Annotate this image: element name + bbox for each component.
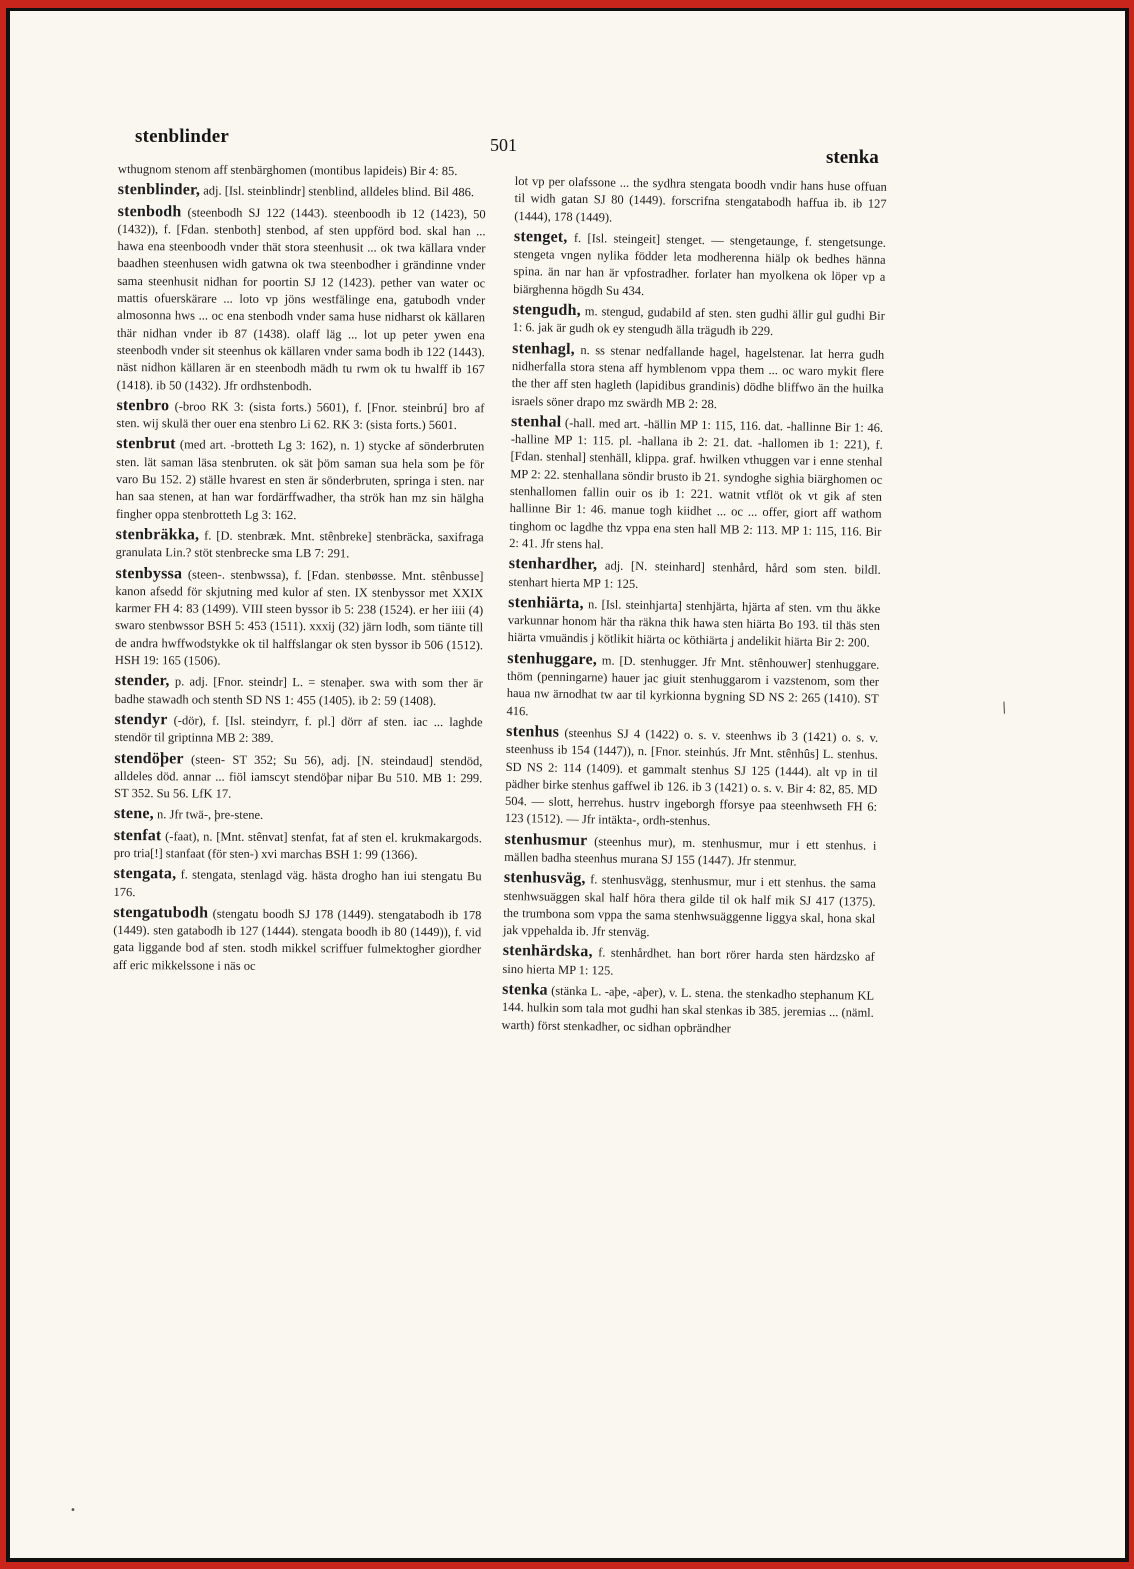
entry-text: (-hall. med art. -hällin MP 1: 115, 116. dat. -hallinne Bir 1: 46. -halline MP 1: 115. pl. -hallana ib 2: 21. dat. -hallomen ib 1: 221), f. [Fdan. stenhal] stenhäll, klippa. graf. hwilken vthuggen var i enne stenhal MP 2: 22. stenhallana söndir brusto ib 21. syndoghe sighia biärghomen oc stenhallomen fallin ouir os ib 1: 221. watnit vtflöt ok vt gik af sten hallinne Bir 1: 46. manue togh kiidhet ... oc ... offer, giort aff wathom tinghom oc lagdhe thz vppa ena sten hall MB 2: 113. MP 1: 115, 116. Bir 2: 41. Jfr stens hal. bbox=[509, 415, 884, 552]
dictionary-entry bbox=[114, 711, 482, 749]
entry-text: (steenbodh SJ 122 (1443). steenboodh ib 12 (1423), 50 (1432)), f. [Fdan. stenboth] stenbod, af sten uppförd bod. skal han ... hawa ena steenboodh vnder thät stora steenhusit ... ok twa källara vnder baadhen steenhusen widh gatwna ok twa steenbodher i grändinne vnder sama steenhusit nidhan for poortin SJ 12 (1423). pether van water oc mattis ofuerskärare ... loto vp jöns westfälinge ena, gatubodh vnder almosonna hws ... oc ena stenbodh vnder sama huse nidharst ok källaren thär nidhan vnder ib 87 (1438). olaff läg ... lot up peter ywen ena steenbodh vnder sit steenhus ok källaren vnder sama bodh ib 122 (1443). näst nidhon källaren är en steenbodh mädh tu rwm ok tu hwalff ib 167 (1418). ib 50 (1432). Jfr ordhstenbodh. bbox=[116, 205, 486, 393]
entry-headword: stenbrut bbox=[116, 435, 176, 453]
margin-speck: • bbox=[70, 1505, 76, 1516]
entry-text: f. stengata, stenlagd väg. hästa drogho han iui stengatu Bu 176. bbox=[113, 867, 482, 899]
entry-headword: stengata, bbox=[113, 865, 177, 883]
dictionary-entry bbox=[113, 904, 481, 976]
entry-text: p. adj. [Fnor. steindr] L. = stenaþer. swa with som ther är badhe stawadh och stenth SD NS 1: 455 (1405). ib 2: 59 (1408). bbox=[114, 674, 483, 708]
dictionary-entry bbox=[512, 301, 885, 342]
entry-headword: stenblinder, bbox=[117, 181, 201, 199]
dictionary-entry bbox=[508, 594, 881, 653]
entry-text: (med art. -brotteth Lg 3: 162), n. 1) stycke af sönderbruten sten. lät saman läsa stenbruten. ok sät þöm saman sua hela som þe för varo Bu 152. 2) ställe hvarest en sten är sönderbruten, springa i sten. nar han saa stenen, at han war fordärffwadher, tha strök han mz sin hälgha fingher oppa stenbrotteth Lg 3: 162. bbox=[115, 437, 485, 522]
entry-headword: stenget, bbox=[513, 227, 568, 246]
entry-text: f. stenhusvägg, stenhusmur, mur i ett stenhus. the sama stenhwsuäggen skal half höra thera gilde til ok half mik SJ 417 (1375). the trumbona som vppa the sama stenhwsuäggenne liggya skal, hona skal jak vppehalda ib. Jfr stenväg. bbox=[502, 872, 876, 940]
dictionary-entry bbox=[506, 650, 879, 726]
dictionary-entry bbox=[117, 203, 486, 397]
dictionary-entry bbox=[116, 397, 484, 435]
entry-text: f. [D. stenbræk. Mnt. stênbreke] stenbräcka, saxifraga granulata Lin.? stöt stenbrecke sma LB 7: 291. bbox=[115, 528, 484, 561]
entry-text: adj. [Isl. steinblindr] stenblind, alldeles blind. Bil 486. bbox=[203, 183, 475, 200]
right-column bbox=[501, 172, 887, 1043]
entry-headword: stender, bbox=[114, 672, 170, 690]
dictionary-entry bbox=[114, 749, 482, 804]
dictionary-entry bbox=[505, 723, 879, 834]
entry-headword: stenbodh bbox=[117, 202, 182, 220]
entry-headword: stendöþer bbox=[114, 749, 184, 767]
entry-headword: stenbyssa bbox=[115, 564, 183, 582]
dictionary-entry bbox=[504, 831, 877, 872]
entry-headword: stenhardher, bbox=[508, 555, 598, 574]
dictionary-entry bbox=[501, 981, 874, 1040]
dictionary-entry bbox=[118, 160, 486, 181]
dictionary-entry bbox=[115, 672, 483, 710]
left-column bbox=[113, 160, 486, 979]
entry-text: (steenhus SJ 4 (1422) o. s. v. steenhws ib 3 (1421) o. s. v. steenhuss ib 154 (1447)), n. [Fnor. steinhús. Jfr Mnt. stênhûs] L. stenhus. SD NS 2: 114 (1409). et gammalt stenhus SJ 125 (1444). alt vp in til pädher birke stenhus gaffwel ib 126. ib 3 (1421) o. s. v. Bir 4: 82, 85. MD 504. — slott, herrehus. hustrv ingeborgh fforsye paa steenhwseth FH 6: 123 (1512). — Jfr intäkta-, ordh-stenhus. bbox=[504, 725, 879, 829]
entry-text: (stänka L. -aþe, -aþer), v. L. stena. the stenkadho stephanum KL 144. hulkin som tala mot gudhi han skal stenkas ib 385. jeremias ... (näml. warth) först stenkadher, oc sidhan opbrändher bbox=[501, 983, 875, 1036]
entry-text: lot vp per olafssone ... the sydhra stengata boodh vndir hans huse offuan til widh gatan SJ 80 (1449). forscrifna stengatabodh haffua ib. ib 127 (1444), 178 (1449). bbox=[514, 173, 887, 225]
page-number: 501 bbox=[490, 135, 517, 155]
entry-headword: stene, bbox=[113, 805, 154, 823]
dictionary-entry bbox=[513, 228, 886, 304]
entry-text: (-dör), f. [Isl. steindyrr, f. pl.] dörr af sten. iac ... laghde stendör til griptinna MB 2: 389. bbox=[114, 713, 483, 746]
entry-headword: stengatubodh bbox=[113, 903, 209, 922]
entry-headword: stenhusväg, bbox=[503, 869, 586, 888]
dictionary-entry bbox=[503, 869, 876, 945]
entry-text: (-broo RK 3: (sista forts.) 5601), f. [Fnor. steinbrú] bro af sten. wij skulä ther ouer ena stenbro Li 62. RK 3: (sista forts.) 5601. bbox=[116, 399, 485, 433]
entry-text: m. [D. stenhugger. Jfr Mnt. stênhouwer] stenhuggare. thöm (penningarne) hauer jac giuit stenhuggarom i vazstenom, som ther haua nw ärnodhat tw aar til kyrkionna bygning SD NS 2: 265 (1410). ST 416. bbox=[506, 653, 880, 718]
entry-headword: stenbräkka, bbox=[115, 525, 200, 544]
entry-text: (-faat), n. [Mnt. stênvat] stenfat, fat af sten el. krukmakargods. pro tria[!] stanfaat (för sten-) xvi marchas BSH 1: 99 (1366). bbox=[113, 828, 482, 862]
entry-headword: stendyr bbox=[114, 710, 168, 729]
entry-headword: stenbro bbox=[116, 396, 170, 415]
dictionary-entry bbox=[508, 555, 881, 596]
dictionary-entry bbox=[116, 435, 485, 525]
running-head-right: stenka bbox=[826, 147, 879, 168]
dictionary-entry bbox=[509, 413, 883, 558]
entry-text: (stengatu boodh SJ 178 (1449). stengatabodh ib 178 (1449). sten gatabodh ib 127 (1444). stengata boodh ib 80 (1449)), f. vid gata liggande bod af sten. stodh mikkel scriffuer fulmektogher giordher aff eric mikkelssone i näs oc bbox=[113, 906, 482, 973]
dictionary-entry bbox=[114, 805, 482, 826]
dictionary-entry bbox=[502, 942, 875, 983]
dictionary-entry bbox=[514, 172, 887, 231]
entry-headword: stengudh, bbox=[512, 301, 582, 320]
entry-headword: stenhuggare, bbox=[507, 649, 598, 669]
entry-headword: stenka bbox=[502, 980, 548, 999]
entry-headword: stenhus bbox=[506, 722, 560, 741]
margin-mark: / bbox=[999, 699, 1010, 717]
entry-text: (steenhus mur), m. stenhusmur, mur i ett stenhus. i mällen badha steenhus murana SJ 155 (1447). Jfr stenmur. bbox=[504, 834, 877, 869]
entry-text: n. [Isl. steinhjarta] stenhjärta, hjärta af sten. vm thu äkke varkunnar honom här tha räkna thik hawa sten hiärta Bo 193. til thäs sten hiärta vmuändis j kötlikit hiärta oc köthiärta j andelikit hiärta Bir 2: 200. bbox=[507, 597, 881, 651]
dictionary-entry bbox=[113, 865, 481, 903]
dictionary-entry bbox=[118, 181, 486, 202]
entry-text: m. stengud, gudabild af sten. sten gudhi ällir gul gudhi Bir 1: 6. jak är gudh ok ey stengudh älla trägudh ib 229. bbox=[512, 304, 885, 339]
entry-headword: stenfat bbox=[113, 826, 162, 844]
entry-headword: stenhiärta, bbox=[508, 593, 584, 612]
dictionary-entry bbox=[115, 565, 484, 672]
entry-headword: stenhusmur bbox=[504, 830, 588, 849]
entry-headword: stenhal bbox=[510, 412, 562, 431]
entry-text: wthugnom stenom aff stenbärghomen (montibus lapideis) Bir 4: 85. bbox=[117, 161, 458, 179]
running-head-left: stenblinder bbox=[135, 126, 230, 147]
dictionary-entry bbox=[114, 827, 482, 865]
entry-text: n. Jfr twä-, þre-stene. bbox=[156, 807, 264, 823]
entry-text: (steen-. stenbwssa), f. [Fdan. stenbøsse. Mnt. stênbusse] kanon afsedd för skjutning med kulor af sten. IX stenbyssor met XXIX karmer FH 4: 83 (1499). VIII steen byssor ib 5: 238 (1524). er her iiii (4) swaro stenbwssor BSH 5: 453 (1511). xxxij (32) järn lodh, som tiänte till de andra hwffwodstykke ok til halffslangar ok sten byssor ib 506 (1512). HSH 19: 165 (1506). bbox=[114, 566, 484, 668]
dictionary-entry bbox=[116, 526, 484, 564]
entry-text: adj. [N. steinhard] stenhård, hård som sten. bildl. stenhart hierta MP 1: 125. bbox=[508, 558, 881, 591]
entry-text: f. stenhårdhet. han bort rörer harda sten härdzsko af sino hierta MP 1: 125. bbox=[502, 945, 875, 978]
entry-text: f. [Isl. steingeit] stenget. — stengetaunge, f. stengetsunge. stengeta vngen nylika födder leta modherenna hiälp ok bedhes hänna spina. än nar han är vpfostradher. forlater han myolkena ok löper vp a biärghenna högdh Su 434. bbox=[513, 230, 887, 298]
entry-headword: stenhagl, bbox=[512, 339, 576, 358]
entry-text: n. ss stenar nedfallande hagel, hagelstenar. lat herra gudh nidherfalla stora stena aff hymblenom vppa them ... oc waro mykit flere the ther aff sten hagleth (lapidibus grandinis) dödhe bliffwo än the huilka israels söner drapo mz swärdh MB 2: 28. bbox=[511, 342, 885, 411]
entry-text: (steen- ST 352; Su 56), adj. [N. steindaud] stendöd, alldeles död. annar ... fiöl iamscyt stendöþar niþar Bu 510. MB 1: 299. ST 352. Su 56. LfK 17. bbox=[114, 751, 483, 801]
dictionary-entry bbox=[511, 340, 884, 416]
entry-headword: stenhärdska, bbox=[502, 942, 593, 961]
